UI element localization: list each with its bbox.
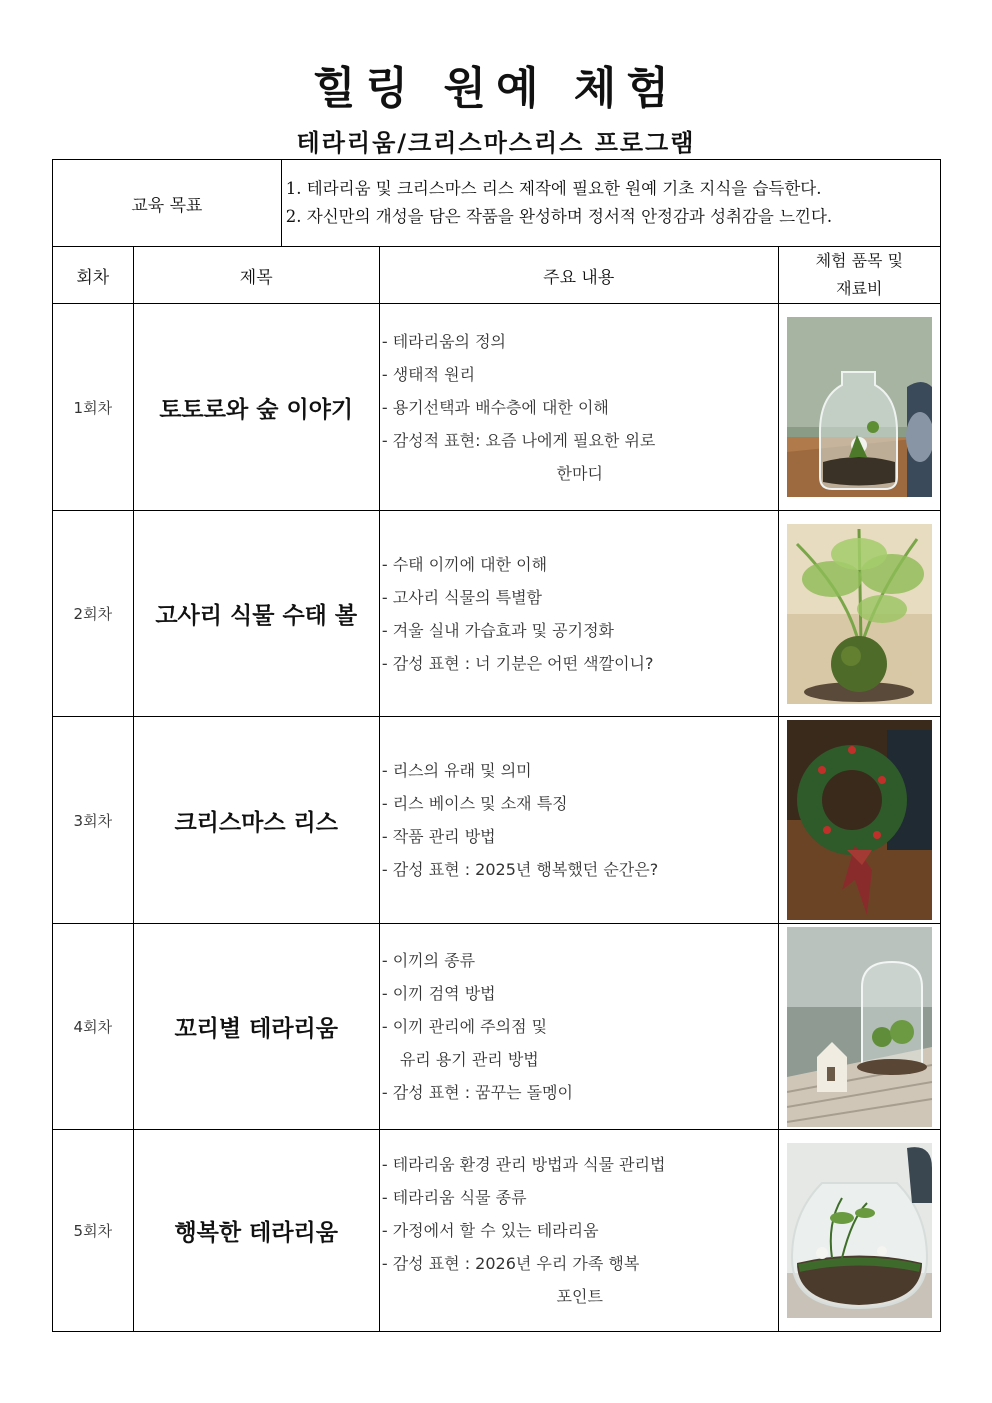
session-round: 5회차 [53,1130,134,1332]
content-line: 유리 용기 관리 방법 [399,1050,539,1069]
content-line: - 감성 표현 : 꿈꾸는 돌멩이 [381,1083,573,1102]
content-line: - 고사리 식물의 특별함 [381,587,542,607]
col-header-item-line1: 체험 품목 및 [815,251,904,270]
session-photo-cell [778,924,940,1130]
session-content [379,511,778,717]
session-photo-cell [778,717,940,924]
header-row [53,247,941,304]
table-row [53,924,941,1130]
session-title: 토토로와 숲 이야기 [133,304,379,511]
content-line: 한마디 [556,463,603,483]
table-row [53,717,941,924]
col-header-item-line2: 재료비 [836,279,883,298]
content-line: - 감성 표현 : 2026년 우리 가족 행복 [381,1254,640,1273]
session-round: 1회차 [53,304,134,511]
table-row [53,304,941,511]
session-content [379,1130,778,1332]
cloche-terrarium-photo [787,927,932,1127]
content-line: - 테라리움의 정의 [381,331,506,351]
col-header-content: 주요 내용 [379,247,778,304]
content-line: - 생태적 원리 [381,364,476,384]
bowl-terrarium-photo [787,1143,932,1318]
content-line: - 이끼 검역 방법 [381,984,496,1003]
program-table [52,159,941,1332]
goal-row [53,160,941,247]
content-line: - 리스 베이스 및 소재 특징 [381,794,568,813]
content-line: - 테라리움 환경 관리 방법과 식물 관리법 [381,1155,666,1174]
content-line: - 겨울 실내 가습효과 및 공기정화 [381,620,614,640]
session-content [379,924,778,1130]
table-row [53,1130,941,1332]
session-photo-cell [778,304,940,511]
col-header-title: 제목 [133,247,379,304]
session-content [379,304,778,511]
page-title: 힐링 원예 체험 [313,63,679,114]
content-line: - 이끼의 종류 [381,951,476,970]
goal-label: 교육 목표 [53,160,282,247]
session-photo-cell [778,511,940,717]
christmas-wreath-photo [787,720,932,920]
table-row [53,511,941,717]
goal-item-1: 1. 테라리움 및 크리스마스 리스 제작에 필요한 원예 기초 지식을 습득한다. [285,179,822,198]
content-line: - 가정에서 할 수 있는 테라리움 [381,1221,599,1240]
content-line: - 용기선택과 배수층에 대한 이해 [381,397,609,417]
session-content [379,717,778,924]
content-line: - 리스의 유래 및 의미 [381,761,532,780]
col-header-round: 회차 [53,247,134,304]
goal-text [281,160,940,247]
page-subtitle: 테라리움/크리스마스리스 프로그램 [296,129,696,157]
content-line: - 수태 이끼에 대한 이해 [381,554,548,574]
content-line: 포인트 [556,1287,603,1306]
session-round: 2회차 [53,511,134,717]
content-line: - 감성적 표현: 요즘 나에게 필요한 위로 [381,430,656,450]
session-round: 3회차 [53,717,134,924]
fern-moss-ball-photo [787,524,932,704]
content-line: - 작품 관리 방법 [381,827,496,846]
session-title: 행복한 테라리움 [133,1130,379,1332]
session-round: 4회차 [53,924,134,1130]
session-photo-cell [778,1130,940,1332]
session-title: 크리스마스 리스 [133,717,379,924]
glass-jar-terrarium-photo [787,317,932,497]
goal-item-2: 2. 자신만의 개성을 담은 작품을 완성하며 정서적 안정감과 성취감을 느낀다. [285,207,833,226]
col-header-item [778,247,940,304]
content-line: - 감성 표현 : 너 기분은 어떤 색깔이니? [381,653,654,673]
session-title: 꼬리별 테라리움 [133,924,379,1130]
content-line: - 테라리움 식물 종류 [381,1188,527,1207]
content-line: - 이끼 관리에 주의점 및 [381,1017,548,1036]
session-title: 고사리 식물 수태 볼 [133,511,379,717]
content-line: - 감성 표현 : 2025년 행복했던 순간은? [381,860,659,879]
